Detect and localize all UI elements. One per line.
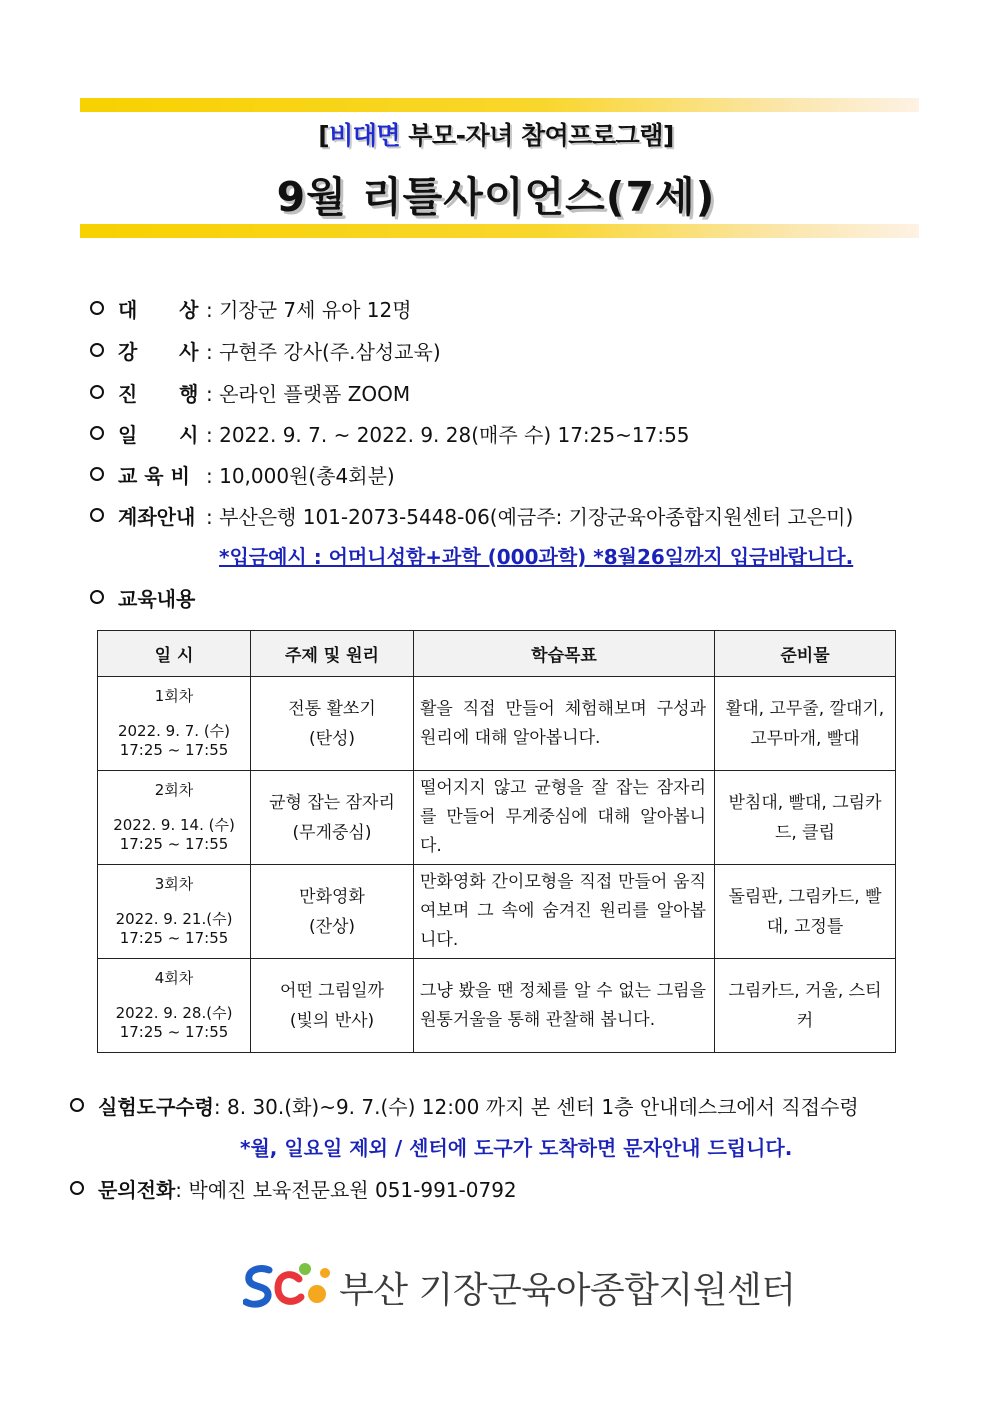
session-goal: 활을 직접 만들어 체험해보며 구성과 원리에 대해 알아봅니다. (414, 677, 715, 771)
info-schedule: 일 시 : 2022. 9. 7. ~ 2022. 9. 28(매주 수) 17:25~17:55 (90, 419, 690, 448)
table-row (98, 771, 896, 865)
circle-bullet-icon (90, 301, 104, 315)
session-materials: 활대, 고무줄, 깔대기, 고무마개, 빨대 (715, 677, 896, 771)
header-datetime: 일 시 (98, 631, 251, 677)
center-name: 부산 기장군육아종합지원센터 (339, 1269, 796, 1311)
program-subtitle: [비대면 부모-자녀 참여프로그램] (318, 121, 674, 150)
session-materials: 그림카드, 거울, 스티커 (715, 959, 896, 1053)
schedule-table (97, 630, 896, 1053)
session-goal: 그냥 봤을 땐 정체를 알 수 없는 그림을 원통거울을 통해 관찰해 봅니다. (414, 959, 715, 1053)
title-bar-top (80, 98, 919, 112)
session-goal: 떨어지지 않고 균형을 잘 잡는 잠자리를 만들어 무게중심에 대해 알아봅니다. (414, 771, 715, 865)
circle-bullet-icon (90, 467, 104, 481)
circle-bullet-icon (70, 1181, 84, 1195)
table-row (98, 865, 896, 959)
info-target: 대 상 : 기장군 7세 유아 12명 (90, 294, 412, 323)
table-row (98, 959, 896, 1053)
header-materials: 준비물 (715, 631, 896, 677)
info-content-heading: 교육내용 (90, 583, 195, 612)
session-datetime: 2회차 2022. 9. 14. (수) 17:25 ~ 17:55 (98, 771, 251, 865)
circle-bullet-icon (70, 1098, 84, 1112)
table-row (98, 677, 896, 771)
circle-bullet-icon (90, 343, 104, 357)
page-title: 9월 리틀사이언스(7세) (276, 173, 716, 221)
circle-bullet-icon (90, 426, 104, 440)
header-topic: 주제 및 원리 (251, 631, 414, 677)
circle-bullet-icon (90, 590, 104, 604)
session-datetime: 4회차 2022. 9. 28.(수) 17:25 ~ 17:55 (98, 959, 251, 1053)
info-method: 진 행 : 온라인 플랫폼 ZOOM (90, 378, 410, 407)
info-instructor: 강 사 : 구현주 강사(주.삼성교육) (90, 336, 441, 365)
header-goal: 학습목표 (414, 631, 715, 677)
pickup-note: *월, 일요일 제외 / 센터에 도구가 도착하면 문자안내 드립니다. (240, 1136, 793, 1160)
deposit-note: *입금예시 : 어머니성함+과학 (000과학) *8월26일까지 입금바랍니다. (219, 545, 854, 569)
session-datetime: 1회차 2022. 9. 7. (수) 17:25 ~ 17:55 (98, 677, 251, 771)
session-materials: 돌림판, 그림카드, 빨대, 고정틀 (715, 865, 896, 959)
session-goal: 만화영화 간이모형을 직접 만들어 움직여보며 그 속에 숨겨진 원리를 알아봅니다. (414, 865, 715, 959)
info-fee: 교 육 비 : 10,000원(총4회분) (90, 460, 395, 489)
session-topic: 만화영화 (잔상) (251, 865, 414, 959)
center-logo-icon (243, 1261, 331, 1313)
session-datetime: 3회차 2022. 9. 21.(수) 17:25 ~ 17:55 (98, 865, 251, 959)
info-contact: 문의전화: 박예진 보육전문요원 051-991-0792 (70, 1174, 517, 1203)
session-topic: 균형 잡는 잠자리 (무게중심) (251, 771, 414, 865)
center-logo (243, 1261, 796, 1313)
info-pickup: 실험도구수령: 8. 30.(화)~9. 7.(수) 12:00 까지 본 센터 1층 안내데스크에서 직접수령 (70, 1091, 859, 1120)
session-topic: 전통 활쏘기 (탄성) (251, 677, 414, 771)
subtitle-highlight: 비대면 (329, 121, 401, 150)
circle-bullet-icon (90, 508, 104, 522)
info-account: 계좌안내 : 부산은행 101-2073-5448-06(예금주: 기장군육아종합지원센터 고은미) (90, 501, 853, 530)
circle-bullet-icon (90, 385, 104, 399)
session-materials: 받침대, 빨대, 그림카드, 클립 (715, 771, 896, 865)
session-topic: 어떤 그림일까 (빛의 반사) (251, 959, 414, 1053)
table-header-row (98, 631, 896, 677)
title-bar-bottom (80, 224, 919, 238)
